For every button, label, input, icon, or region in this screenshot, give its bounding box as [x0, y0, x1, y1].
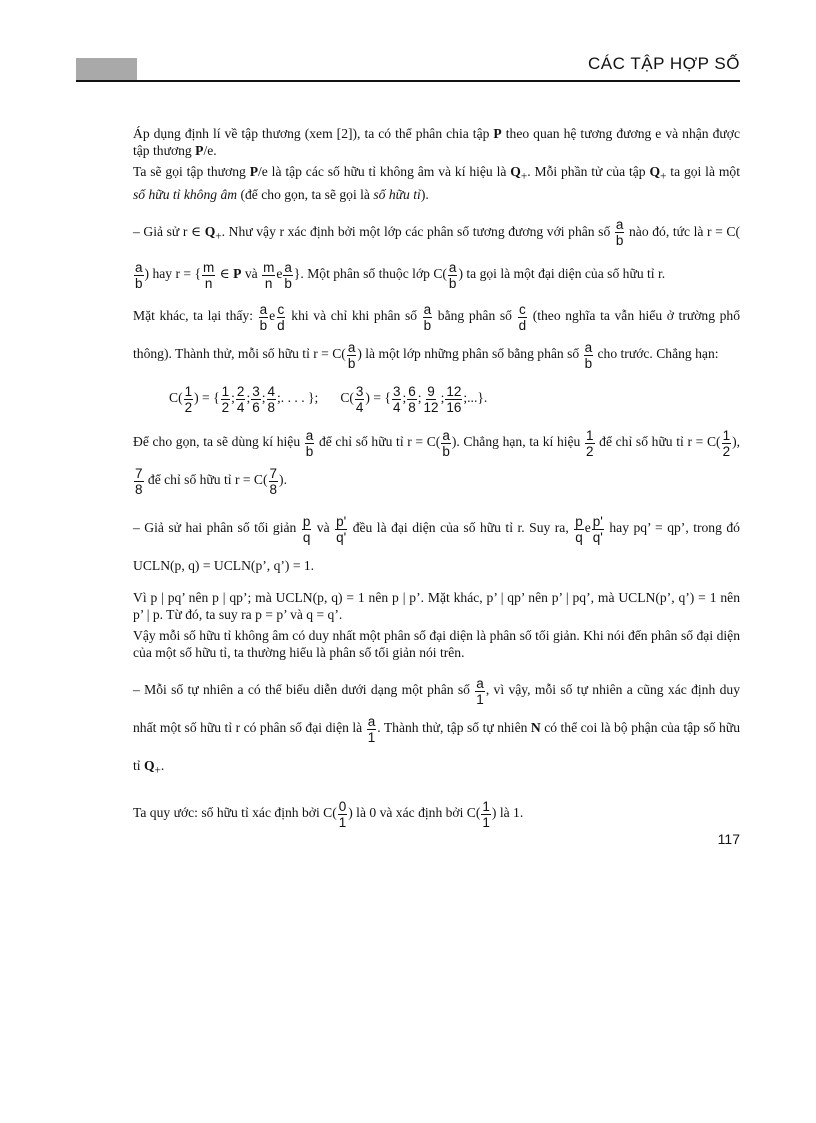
fraction: $\frac{a}{b}$ — [442, 427, 450, 459]
page-content — [133, 125, 740, 836]
header-rule — [76, 80, 740, 82]
paragraph-definition: Ta sẽ gọi tập thương P/e là tập các số hữu tỉ không âm và kí hiệu là $Q_+$. Mỗi phần tử của tập $Q_+$ ta gọi là một số hữu tỉ không âm (để cho gọn, ta sẽ gọi là số hữu tỉ). — [133, 164, 740, 202]
fraction: $\frac{m}{n}$ — [263, 259, 275, 291]
fraction: $\frac{a}{b}$ — [305, 427, 314, 459]
paragraph-equivalence: Mặt khác, ta lại thấy: $\frac{a}{b}$ e $\frac{c}{d}$ khi và chỉ khi phân số $\frac{a}{b}$ bằng phân số $\frac{c}{d}$ (theo nghĩa ta vẫn hiểu ở trường phổ thông). Thành thử, mỗi số hữu tỉ r = C( $\frac{a}{b}$ ) là một lớp những phân số bằng phân số $\frac{a}{b}$ cho trước. Chẳng hạn: — [133, 301, 741, 371]
fraction: $\frac{a}{1}$ — [476, 675, 484, 707]
fraction: $\frac{1}{1}$ — [482, 798, 490, 830]
fraction: $\frac{a}{1}$ — [367, 713, 376, 745]
fraction: $\frac{1}{2}$ — [221, 383, 230, 415]
paragraph-notation: Để cho gọn, ta sẽ dùng kí hiệu $\frac{a}{b}$ để chỉ số hữu tỉ r = C( $\frac{a}{b}$ ). Chẳng hạn, ta kí hiệu $\frac{1}{2}$ để chỉ số hữu tỉ r = C( $\frac{1}{2}$ ), $\frac{7}{8}$ để chỉ số hữu tỉ r = C( $\frac{7}{8}$ ). — [133, 427, 741, 497]
fraction: $\frac{3}{4}$ — [392, 383, 401, 415]
fraction: $\frac{c}{d}$ — [518, 301, 527, 333]
fraction: $\frac{9}{12}$ — [423, 383, 439, 415]
fraction: $\frac{p'}{q'}$ — [592, 513, 603, 545]
fraction: $\frac{12}{16}$ — [446, 383, 462, 415]
fraction: $\frac{c}{d}$ — [277, 301, 285, 333]
running-header-title: CÁC TẬP HỢP SỐ — [588, 54, 740, 73]
fraction: $\frac{0}{1}$ — [338, 798, 347, 830]
fraction: $\frac{a}{b}$ — [347, 339, 356, 371]
fraction: $\frac{3}{6}$ — [252, 383, 260, 415]
fraction: $\frac{p'}{q'}$ — [336, 513, 347, 545]
fraction: $\frac{7}{8}$ — [269, 465, 278, 497]
paragraph-convention: Ta quy ước: số hữu tỉ xác định bởi C( $\frac{0}{1}$ ) là 0 và xác định bởi C( $\frac{1}{1}$ ) là 1. — [133, 798, 524, 830]
fraction: $\frac{1}{2}$ — [586, 427, 594, 459]
paragraph-proof: Vì p | pq’ nên p | qp’; mà UCLN(p, q) = 1 nên p | p’. Mặt khác, p’ | qp’ nên p’ | pq’, mà UCLN(p’, q’) = 1 nên p’ | p. Từ đó, ta suy ra p = p’ và q = q’. — [133, 590, 740, 623]
fraction: $\frac{a}{b}$ — [135, 259, 143, 291]
paragraph-natural-numbers: – Mỗi số tự nhiên a có thể biểu diễn dưới dạng một phân số $\frac{a}{1}$ , vì vậy, mỗi số tự nhiên a cũng xác định duy nhất một số hữu tỉ r có phân số đại diện là $\frac{a}{1}$ . Thành thử, tập số tự nhiên N có thể coi là bộ phận của tập số hữu tỉ $Q_+$. — [133, 675, 740, 778]
fraction: $\frac{1}{2}$ — [722, 427, 731, 459]
header-band — [76, 58, 137, 80]
paragraph-reduced-fractions: – Giả sử hai phân số tối giản $\frac{p}{q}$ và $\frac{p'}{q'}$ đều là đại diện của số hữu tỉ r. Suy ra, $\frac{p}{q}$ e $\frac{p'}{q'}$ hay pq’ = qp’, trong đó UCLN(p, q) = UCLN(p’, q’) = 1. — [133, 513, 740, 574]
fraction: $\frac{2}{4}$ — [236, 383, 245, 415]
fraction: $\frac{a}{b}$ — [448, 259, 457, 291]
fraction: $\frac{a}{b}$ — [259, 301, 268, 333]
fraction: $\frac{a}{b}$ — [615, 217, 624, 249]
fraction: $\frac{4}{8}$ — [267, 383, 276, 415]
paragraph-quotient-set: Áp dụng định lí về tập thương (xem [2]), ta có thể phân chia tập P theo quan hệ tương đương e và nhận được tập thương P/e. — [133, 126, 741, 158]
fraction: $\frac{a}{b}$ — [584, 339, 593, 371]
fraction: $\frac{m}{n}$ — [202, 259, 215, 291]
fraction: $\frac{a}{b}$ — [423, 301, 432, 333]
paragraph-representative: – Giả sử r ∈ $Q_+$. Như vậy r xác định bởi một lớp các phân số tương đương với phân số $\frac{a}{b}$ nào đó, tức là r = C( $\frac{a}{b}$ ) hay r = { $\frac{m}{n}$ ∈ P và $\frac{m}{n}$ e $\frac{a}{b}$ }. Một phân số thuộc lớp C( $\frac{a}{b}$ ) ta gọi là một đại diện của số hữu tỉ r. — [133, 217, 740, 291]
fraction: $\frac{6}{8}$ — [408, 383, 416, 415]
fraction: $\frac{p}{q}$ — [575, 513, 583, 545]
fraction: $\frac{a}{b}$ — [284, 259, 292, 291]
fraction: $\frac{1}{2}$ — [184, 383, 193, 415]
fraction: $\frac{3}{4}$ — [355, 383, 364, 415]
paragraph-uniqueness: Vậy mỗi số hữu tỉ không âm có duy nhất một phân số đại diện là phân số tối giản. Khi nói đến phân số đại diện của một số hữu tỉ, ta thường hiểu là phân số tối giản nói trên. — [133, 628, 740, 661]
example-classes: C( $\frac{1}{2}$ ) = { $\frac{1}{2}$ ; $\frac{2}{4}$ ; $\frac{3}{6}$ ; $\frac{4}{8}$ ;. . . . }; C( $\frac{3}{4}$ ) = { $\frac{3}{4}$ ; $\frac{6}{8}$ ; $\frac{9}{12}$ ; $\frac{12}{16}$ ;...}. — [169, 383, 488, 415]
page-number: 117 — [717, 831, 740, 847]
fraction: $\frac{7}{8}$ — [135, 465, 143, 497]
fraction: $\frac{p}{q}$ — [302, 513, 311, 545]
